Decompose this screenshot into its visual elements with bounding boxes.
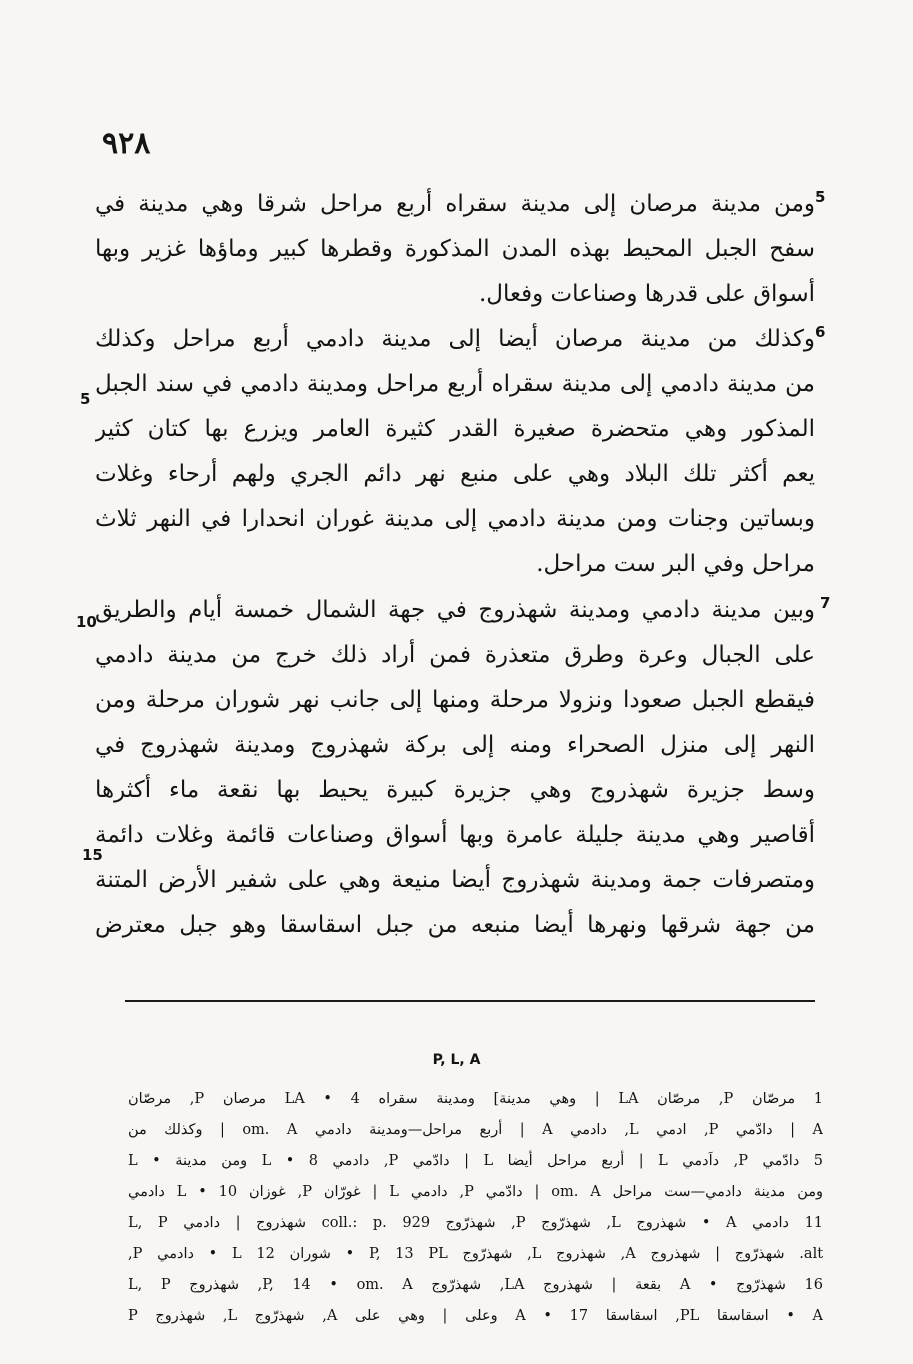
text-line: النهر إلى منزل الصحراء ومنه إلى بركة شهذروج ومدينة شهذروج في bbox=[95, 732, 815, 758]
apparatus-line: 5 دادّمي P, داَدمي L | أربع مراحل أيضا L | دادّمي P, دادمي L • 8 ومن مدينة • L bbox=[128, 1153, 823, 1169]
apparatus-line: 1 مرصّان P, مرصّان LA | وهي مدينة] ومدينة سقراه LA • 4 مرصان P, مرصّان bbox=[128, 1091, 823, 1107]
margin-line-number: 5 bbox=[80, 390, 91, 408]
text-line: مراحل وفي البر ست مراحل. bbox=[536, 551, 815, 577]
text-line: ومتصرفات جمة ومدينة شهذروج أيضا منيعة وهي على شفير الأرض المتنة bbox=[95, 867, 815, 893]
footnote-divider bbox=[125, 1000, 815, 1002]
text-line: من جهة شرقها ونهرها أيضا منبعه من جبل اسقاسقا وهو جبل معترض bbox=[95, 912, 815, 938]
apparatus-line: 16 شهذرّوج • A بقعة | شهذروج LA, شهذرّوج P, 14 • om. A, شهذروج L, P bbox=[128, 1277, 823, 1293]
text-line: فيقطع الجبل صعودا ونزولا مرحلة ومنها إلى جانب نهر شوران مرحلة ومن bbox=[95, 687, 815, 713]
text-line: أقاصير وهي مدينة جليلة عامرة وبها أسواق وصناعات قائمة وغلات دائمة bbox=[95, 822, 815, 848]
text-line: وسط جزيرة شهذروج وهي جزيرة كبيرة يحيط بها نقعة ماء أكثرها bbox=[95, 777, 815, 803]
text-line: يعم أكثر تلك البلاد وهي على منبع نهر دائم الجري ولهم أرحاء وغلات bbox=[95, 461, 815, 487]
paragraph bbox=[95, 182, 815, 317]
paragraph-marker: 7 bbox=[820, 594, 831, 612]
margin-line-number: 10 bbox=[76, 613, 97, 631]
paragraph bbox=[95, 588, 815, 948]
paragraph-marker: 5 bbox=[815, 188, 826, 206]
apparatus-line: ومن مدينة دادمي—ست مراحل om. A | دادّمي P, دادمي L | غورّان P, غوزان L • 10 دادمي bbox=[128, 1184, 823, 1200]
text-line: المذكور وهي متحضرة صغيرة القدر كثيرة العامر ويزرع بها كتان كثير bbox=[95, 416, 815, 442]
paragraph-marker: 6 bbox=[815, 323, 826, 341]
apparatus-line: alt. شهذرّوج | شهذروج A, شهذروج L, شهذرّوج P, 13 PL • شوران 12 L • دادمي P, bbox=[128, 1246, 823, 1262]
manuscript-sigla: P, L, A bbox=[432, 1052, 481, 1068]
apparatus-line: A | دادّمي P, ادمي L, دادمي A | أربع مراحل—ومدينة دادمي om. A | وكذلك من bbox=[128, 1122, 823, 1138]
apparatus-line: 11 دادمي A • شهذروج L, شهذرّوج P, شهذرّوج coll.: p. 929 شهذروج | دادمي L, P bbox=[128, 1215, 823, 1231]
text-line: على الجبال وعرة وطرق متعذرة فمن أراد ذلك خرج من مدينة دادمي bbox=[95, 642, 815, 668]
margin-line-number: 15 bbox=[82, 846, 103, 864]
text-line: سفح الجبل المحيط بهذه المدن المذكورة وقطرها كبير وماؤها غزير وبها bbox=[95, 236, 815, 262]
text-line: ومن مدينة مرصان إلى مدينة سقراه أربع مراحل شرقا وهي مدينة في bbox=[95, 191, 815, 217]
text-line: وبساتين وجنات ومن مدينة دادمي إلى مدينة غوران انحدارا في النهر ثلاث bbox=[95, 506, 815, 532]
text-line: من مدينة دادمي إلى مدينة سقراه أربع مراحل ومدينة دادمي في سند الجبل bbox=[95, 371, 815, 397]
paragraph bbox=[95, 317, 815, 587]
text-line: أسواق على قدرها وصناعات وفعال. bbox=[478, 281, 815, 307]
apparatus-line: A • اسقاسقا PL, اسقاسقا 17 • A وعلى | وهي على A, شهذرّوج L, شهذروج P bbox=[128, 1308, 823, 1324]
text-line: وبين مدينة دادمي ومدينة شهذروج في جهة الشمال خمسة أيام والطريق bbox=[95, 597, 815, 623]
critical-apparatus bbox=[128, 1084, 823, 1332]
page-number: ٩٢٨ bbox=[102, 126, 151, 161]
text-line: وكذلك من مدينة مرصان أيضا إلى مدينة دادمي أربع مراحل وكذلك bbox=[95, 326, 815, 352]
